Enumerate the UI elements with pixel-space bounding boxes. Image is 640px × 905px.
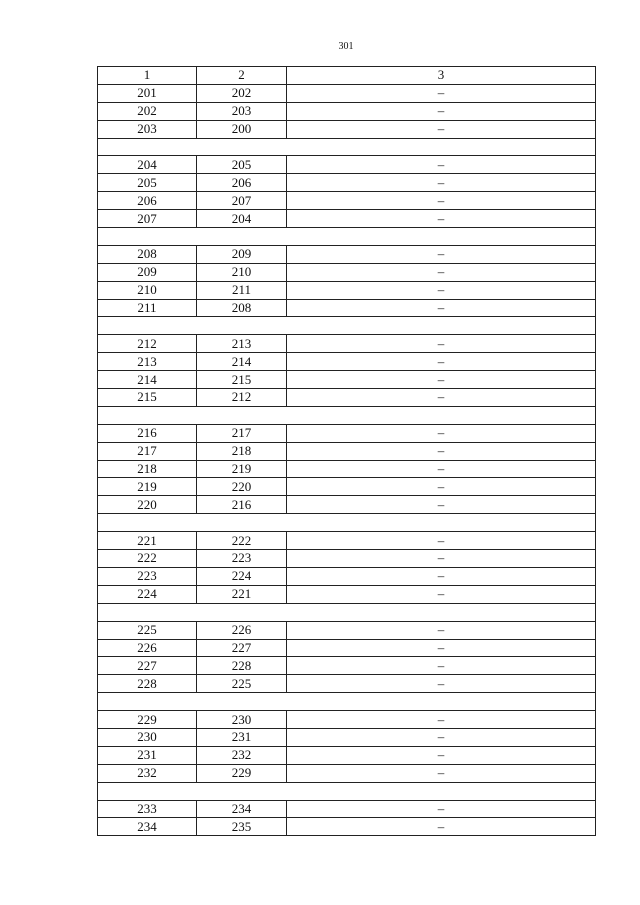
table-cell-col1: 206 <box>98 192 197 210</box>
table-cell-col3: – <box>287 192 596 210</box>
table-row <box>98 460 596 478</box>
table-cell-col2: 225 <box>197 675 287 693</box>
table-row <box>98 532 596 550</box>
page-number: 301 <box>338 41 354 52</box>
table-cell-col3: – <box>287 496 596 514</box>
table-row <box>98 657 596 675</box>
separator-row <box>98 514 596 532</box>
table-cell-col1: 212 <box>98 335 197 353</box>
table-cell-col2: 222 <box>197 532 287 550</box>
table-cell-col1: 222 <box>98 550 197 568</box>
table-cell-col2: 229 <box>197 764 287 782</box>
table-cell-col2: 203 <box>197 102 287 120</box>
table-row <box>98 299 596 317</box>
table-cell-col3: – <box>287 675 596 693</box>
table-row <box>98 639 596 657</box>
table-cell-col3: – <box>287 764 596 782</box>
table-cell-col1: 231 <box>98 746 197 764</box>
table-row <box>98 156 596 174</box>
table-cell-col1: 224 <box>98 585 197 603</box>
table-cell-col3: – <box>287 532 596 550</box>
table-row <box>98 335 596 353</box>
separator-row <box>98 317 596 335</box>
table-cell-col2: 219 <box>197 460 287 478</box>
table-cell-col1: 229 <box>98 711 197 729</box>
separator-cell <box>98 603 596 621</box>
separator-row <box>98 693 596 711</box>
table-cell-col1: 205 <box>98 174 197 192</box>
table-cell-col3: – <box>287 281 596 299</box>
table-cell-col3: – <box>287 800 596 818</box>
table-cell-col2: 204 <box>197 210 287 228</box>
table-cell-col1: 230 <box>98 728 197 746</box>
table-cell-col3: – <box>287 84 596 102</box>
table-cell-col3: – <box>287 299 596 317</box>
separator-row <box>98 603 596 621</box>
table-row <box>98 120 596 138</box>
table-cell-col2: 217 <box>197 424 287 442</box>
table-cell-col1: 214 <box>98 371 197 389</box>
header-cell-col1: 1 <box>98 67 197 85</box>
table-row <box>98 371 596 389</box>
table-cell-col3: – <box>287 102 596 120</box>
table-row <box>98 174 596 192</box>
table-cell-col2: 231 <box>197 728 287 746</box>
table-cell-col2: 216 <box>197 496 287 514</box>
table-row <box>98 746 596 764</box>
table-cell-col3: – <box>287 389 596 407</box>
table-cell-col2: 218 <box>197 442 287 460</box>
table-row <box>98 728 596 746</box>
separator-cell <box>98 317 596 335</box>
table-cell-col2: 212 <box>197 389 287 407</box>
table-row <box>98 478 596 496</box>
table-row <box>98 263 596 281</box>
table-cell-col2: 230 <box>197 711 287 729</box>
separator-cell <box>98 514 596 532</box>
table-cell-col3: – <box>287 550 596 568</box>
table-body <box>98 84 596 835</box>
header-row <box>98 67 596 85</box>
table-cell-col1: 213 <box>98 353 197 371</box>
table-row <box>98 442 596 460</box>
table-cell-col3: – <box>287 728 596 746</box>
table-row <box>98 585 596 603</box>
table-cell-col3: – <box>287 156 596 174</box>
table-cell-col3: – <box>287 424 596 442</box>
table-cell-col2: 232 <box>197 746 287 764</box>
data-table <box>97 66 596 836</box>
table-cell-col1: 228 <box>98 675 197 693</box>
table-cell-col3: – <box>287 567 596 585</box>
table-cell-col2: 220 <box>197 478 287 496</box>
table-cell-col3: – <box>287 460 596 478</box>
table-cell-col1: 215 <box>98 389 197 407</box>
table-cell-col2: 213 <box>197 335 287 353</box>
table-cell-col2: 205 <box>197 156 287 174</box>
table-cell-col3: – <box>287 245 596 263</box>
table-cell-col1: 227 <box>98 657 197 675</box>
table-cell-col2: 227 <box>197 639 287 657</box>
table-cell-col3: – <box>287 353 596 371</box>
table-cell-col2: 209 <box>197 245 287 263</box>
table-cell-col2: 223 <box>197 550 287 568</box>
separator-cell <box>98 782 596 800</box>
table-cell-col2: 200 <box>197 120 287 138</box>
table-row <box>98 621 596 639</box>
table-cell-col2: 211 <box>197 281 287 299</box>
table-cell-col3: – <box>287 120 596 138</box>
table-cell-col2: 221 <box>197 585 287 603</box>
table-cell-col2: 208 <box>197 299 287 317</box>
separator-cell <box>98 693 596 711</box>
table-cell-col3: – <box>287 585 596 603</box>
table-cell-col3: – <box>287 442 596 460</box>
table-row <box>98 424 596 442</box>
table-cell-col3: – <box>287 478 596 496</box>
table-cell-col2: 214 <box>197 353 287 371</box>
table-cell-col3: – <box>287 210 596 228</box>
table-cell-col1: 220 <box>98 496 197 514</box>
separator-row <box>98 228 596 246</box>
table-cell-col1: 226 <box>98 639 197 657</box>
table-cell-col2: 226 <box>197 621 287 639</box>
separator-cell <box>98 138 596 156</box>
table-row <box>98 389 596 407</box>
table-row <box>98 102 596 120</box>
separator-row <box>98 138 596 156</box>
table-cell-col1: 210 <box>98 281 197 299</box>
table-cell-col1: 217 <box>98 442 197 460</box>
separator-row <box>98 406 596 424</box>
table-cell-col1: 225 <box>98 621 197 639</box>
table-cell-col1: 211 <box>98 299 197 317</box>
table-cell-col2: 210 <box>197 263 287 281</box>
table-row <box>98 818 596 836</box>
table-cell-col1: 232 <box>98 764 197 782</box>
table-row <box>98 353 596 371</box>
table-cell-col3: – <box>287 657 596 675</box>
separator-cell <box>98 406 596 424</box>
table-row <box>98 281 596 299</box>
table-cell-col1: 201 <box>98 84 197 102</box>
table-cell-col1: 223 <box>98 567 197 585</box>
table-cell-col3: – <box>287 621 596 639</box>
table-cell-col1: 209 <box>98 263 197 281</box>
table-row <box>98 496 596 514</box>
table-cell-col1: 216 <box>98 424 197 442</box>
table-cell-col2: 207 <box>197 192 287 210</box>
table-row <box>98 192 596 210</box>
table-cell-col3: – <box>287 711 596 729</box>
table-cell-col1: 203 <box>98 120 197 138</box>
table-cell-col1: 218 <box>98 460 197 478</box>
table-row <box>98 245 596 263</box>
table-cell-col1: 234 <box>98 818 197 836</box>
table-cell-col2: 234 <box>197 800 287 818</box>
header-cell-col3: 3 <box>287 67 596 85</box>
table-row <box>98 764 596 782</box>
table-row <box>98 210 596 228</box>
table-cell-col2: 228 <box>197 657 287 675</box>
table-row <box>98 550 596 568</box>
table-row <box>98 567 596 585</box>
table-cell-col1: 207 <box>98 210 197 228</box>
table-cell-col3: – <box>287 371 596 389</box>
separator-cell <box>98 228 596 246</box>
table-cell-col1: 208 <box>98 245 197 263</box>
table-cell-col3: – <box>287 818 596 836</box>
table-row <box>98 800 596 818</box>
table-row <box>98 675 596 693</box>
table-cell-col1: 202 <box>98 102 197 120</box>
table-row <box>98 84 596 102</box>
table-cell-col2: 235 <box>197 818 287 836</box>
table-cell-col3: – <box>287 639 596 657</box>
table-cell-col2: 215 <box>197 371 287 389</box>
table-cell-col1: 221 <box>98 532 197 550</box>
table-row <box>98 711 596 729</box>
table-cell-col3: – <box>287 263 596 281</box>
table-cell-col2: 224 <box>197 567 287 585</box>
table-cell-col2: 202 <box>197 84 287 102</box>
table-cell-col1: 204 <box>98 156 197 174</box>
header-cell-col2: 2 <box>197 67 287 85</box>
table-cell-col3: – <box>287 335 596 353</box>
table-cell-col3: – <box>287 174 596 192</box>
table-cell-col1: 233 <box>98 800 197 818</box>
table-cell-col3: – <box>287 746 596 764</box>
table-cell-col2: 206 <box>197 174 287 192</box>
table-cell-col1: 219 <box>98 478 197 496</box>
separator-row <box>98 782 596 800</box>
